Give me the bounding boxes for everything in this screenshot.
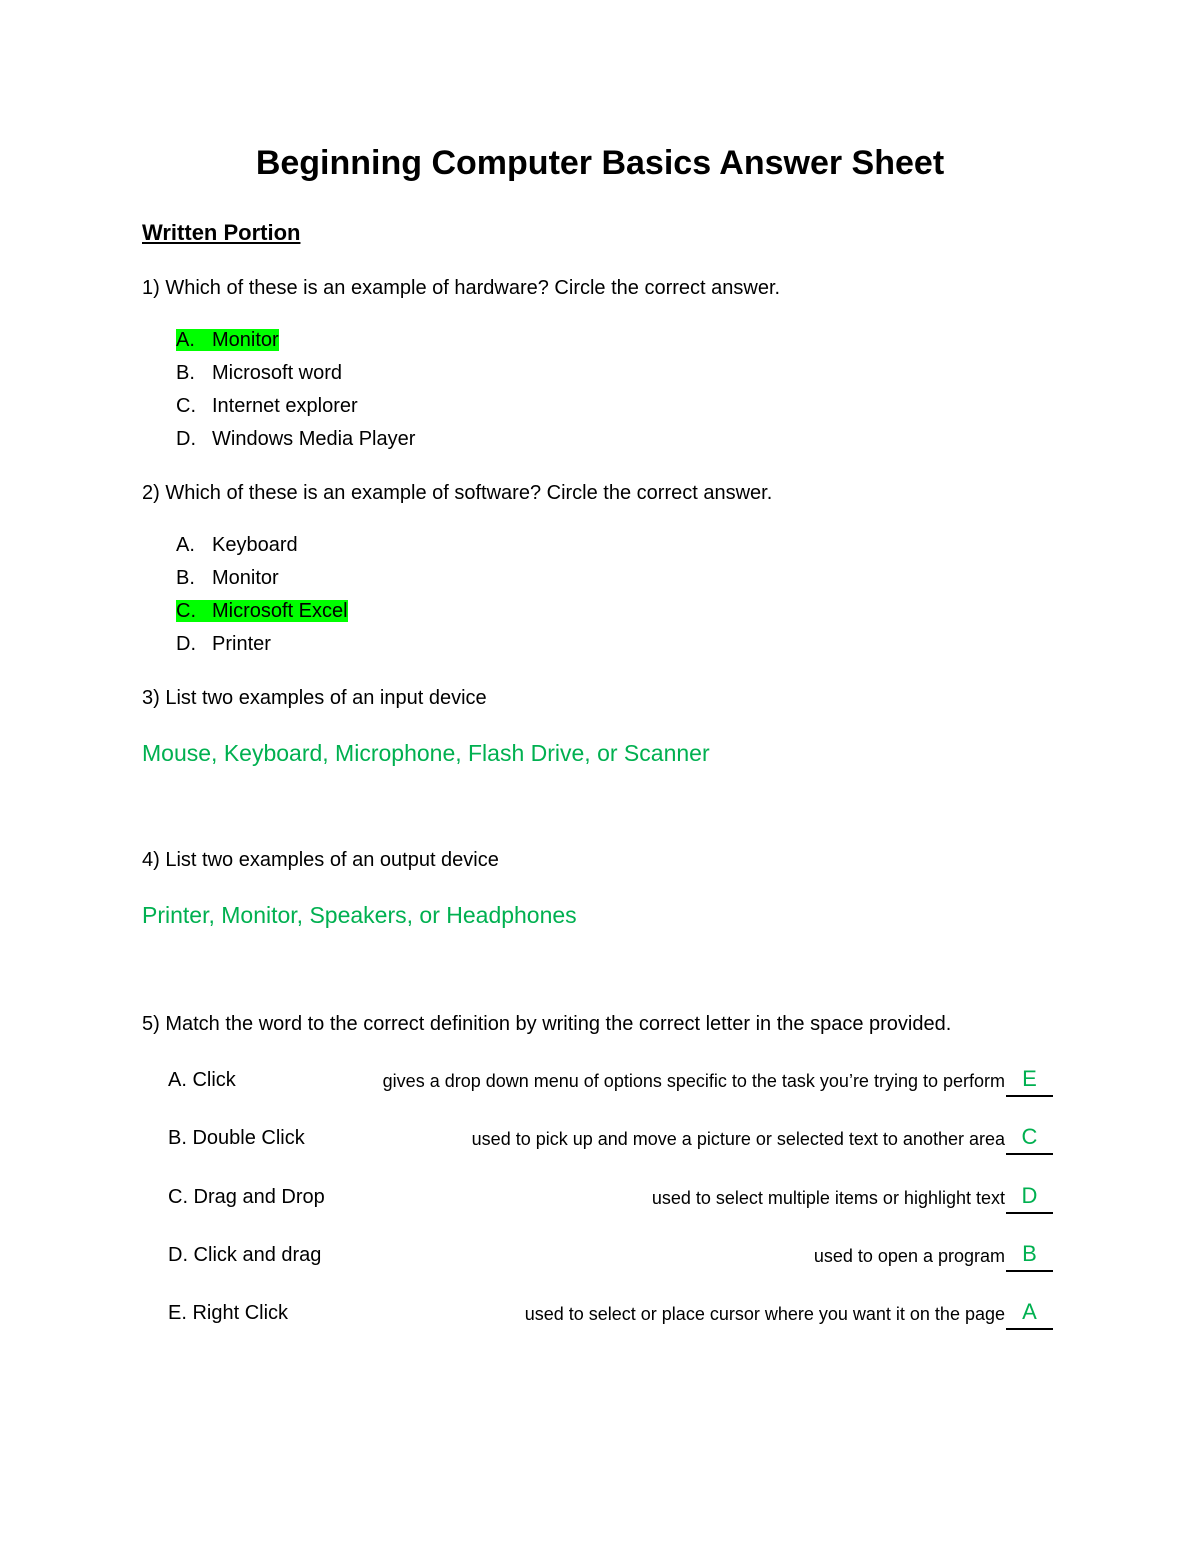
option-letter: B.	[176, 567, 195, 589]
option-letter: A.	[176, 329, 195, 351]
option-letter: A.	[176, 534, 195, 556]
match-word-e: E. Right Click	[168, 1302, 289, 1324]
match-answer-blank-1[interactable]: E	[1006, 1066, 1053, 1097]
question-2: 2) Which of these is an example of software? Circle the correct answer.	[142, 482, 773, 504]
q2-option-d	[176, 633, 271, 656]
match-word-b: B. Double Click	[168, 1127, 305, 1149]
question-3: 3) List two examples of an input device	[142, 687, 487, 709]
option-letter: B.	[176, 362, 195, 384]
option-text: Monitor	[212, 567, 279, 589]
option-letter: D.	[176, 633, 196, 655]
section-heading: Written Portion	[142, 220, 301, 245]
option-text: Microsoft Excel	[212, 600, 348, 622]
option-text: Internet explorer	[212, 395, 358, 417]
option-text: Monitor	[212, 329, 279, 351]
question-4: 4) List two examples of an output device	[142, 849, 499, 871]
match-word-c: C. Drag and Drop	[168, 1186, 325, 1208]
match-answer-blank-3[interactable]: D	[1006, 1183, 1053, 1214]
q1-option-d	[176, 428, 415, 451]
match-answer-blank-4[interactable]: B	[1006, 1241, 1053, 1272]
q1-option-a	[176, 329, 279, 352]
match-answer-blank-5[interactable]: A	[1006, 1299, 1053, 1330]
q4-answer: Printer, Monitor, Speakers, or Headphones	[142, 902, 577, 928]
q1-option-c	[176, 395, 358, 418]
match-answer-blank-2[interactable]: C	[1006, 1124, 1053, 1155]
option-letter: C.	[176, 600, 196, 622]
option-letter: D.	[176, 428, 196, 450]
match-definition-4: used to open a program	[813, 1246, 1005, 1266]
match-definition-2: used to pick up and move a picture or selected text to another area	[471, 1129, 1005, 1149]
option-letter: C.	[176, 395, 196, 417]
option-text: Printer	[212, 633, 271, 655]
q3-answer: Mouse, Keyboard, Microphone, Flash Drive, or Scanner	[142, 740, 710, 766]
q2-option-a	[176, 534, 298, 557]
question-5: 5) Match the word to the correct definition by writing the correct letter in the space provided.	[142, 1013, 952, 1035]
page-title: Beginning Computer Basics Answer Sheet	[255, 144, 945, 182]
q2-option-b	[176, 567, 279, 590]
match-definition-5: used to select or place cursor where you want it on the page	[524, 1304, 1005, 1324]
match-word-a: A. Click	[168, 1069, 236, 1091]
q1-option-b	[176, 362, 342, 385]
question-1: 1) Which of these is an example of hardware? Circle the correct answer.	[142, 277, 781, 299]
match-definition-1: gives a drop down menu of options specific to the task you’re trying to perform	[382, 1071, 1005, 1091]
match-definition-3: used to select multiple items or highlight text	[651, 1188, 1005, 1208]
option-text: Windows Media Player	[212, 428, 416, 450]
q2-option-c	[176, 600, 348, 623]
option-text: Keyboard	[212, 534, 298, 556]
option-text: Microsoft word	[212, 362, 343, 384]
match-word-d: D. Click and drag	[168, 1244, 322, 1266]
